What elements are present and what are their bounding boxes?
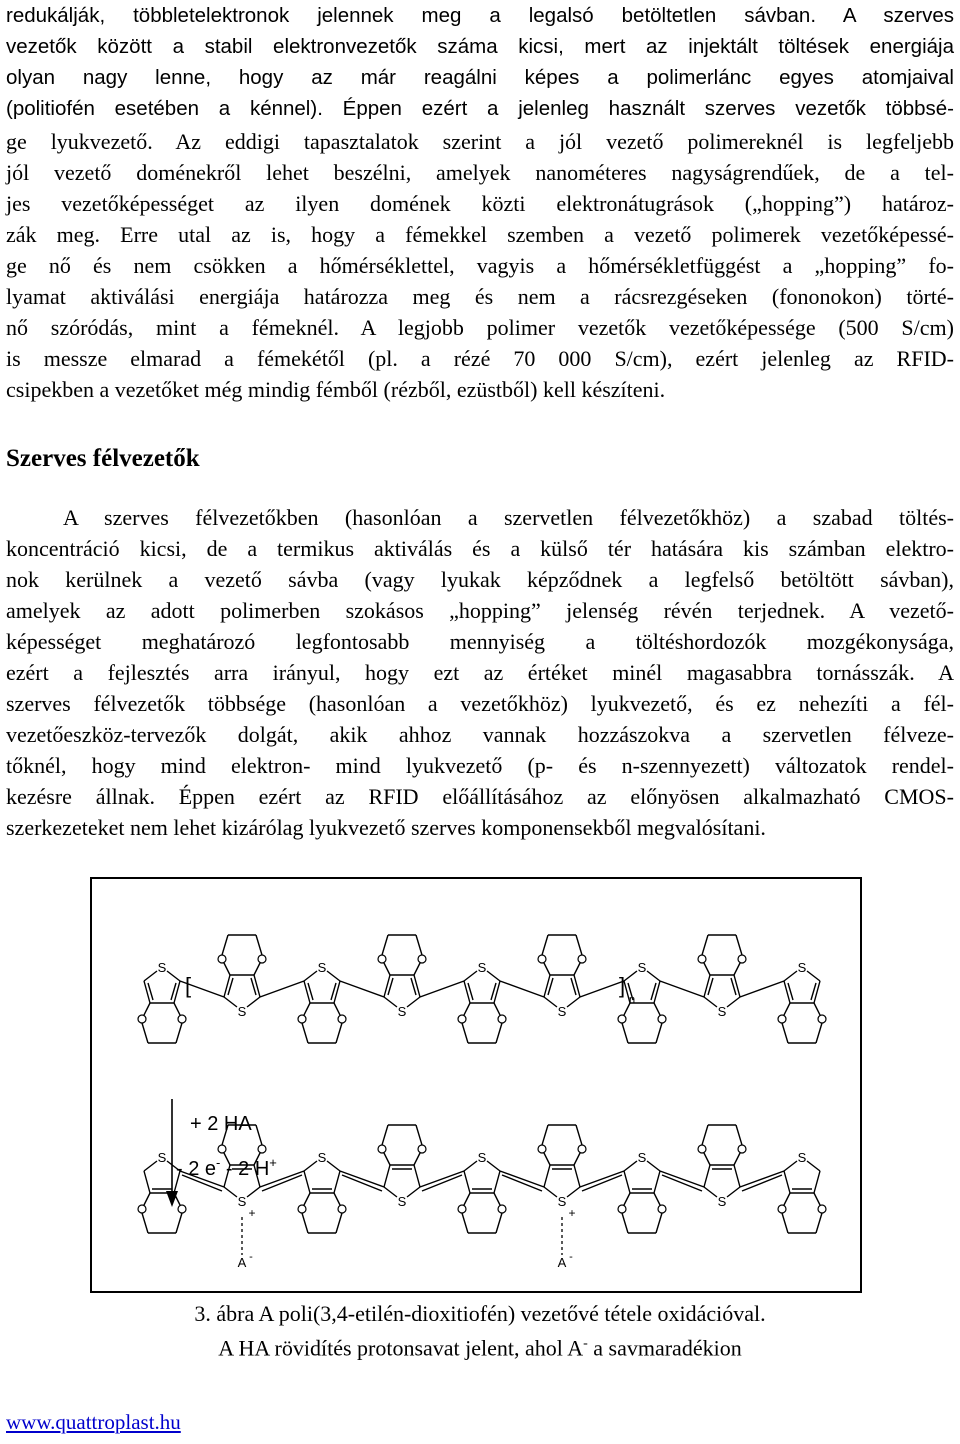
oxygen-atom (338, 1205, 346, 1213)
paragraph-intro (6, 0, 954, 124)
thiophene-bond (727, 997, 740, 1007)
dioxane-bond (622, 1023, 628, 1043)
oxygen-atom (418, 1145, 426, 1153)
dioxane-bond (782, 1023, 788, 1043)
thiophene-bond (807, 971, 820, 981)
inter-ring-bond (580, 1171, 624, 1187)
oxygen-atom (698, 955, 706, 963)
thiophene-bond (784, 971, 797, 981)
thiophene-bond (567, 1187, 580, 1197)
repeat-bracket-close: ] (618, 973, 626, 998)
counter-anion-label: A (557, 1255, 567, 1270)
sulfur-atom-label: S (237, 1004, 247, 1019)
text-line: olyan nagy lenne, hogy az már reagálni képes a polimerlánc egyes atomjaival (6, 66, 954, 89)
dioxane-bond (736, 1125, 742, 1145)
text-line: tőknél, hogy mind elektron- mind lyukvezető (p- és n-szennyezett) változatok rendel- (6, 753, 954, 778)
inter-ring-double-bond (662, 1175, 702, 1191)
sulfur-atom-label: S (637, 1150, 647, 1165)
oxygen-atom (498, 1205, 506, 1213)
sulfur-atom-label: S (477, 1150, 487, 1165)
thiophene-bond (464, 1171, 470, 1193)
oxygen-atom (818, 1015, 826, 1023)
inter-ring-bond (740, 1171, 784, 1187)
text-line: jes vezetőképességet az ilyen domének közti elektronátugrások („hopping”) határoz- (6, 191, 954, 216)
thiophene-bond (384, 997, 397, 1007)
text-line: szerves félvezetők többsége (hasonlóan a vezetőkhöz) lyukvezető, és ez nehezíti a fél- (6, 691, 954, 716)
text-line: kezésre állnak. Éppen ezért az RFID előállításához az előnyösen alkalmazható CMOS- (6, 784, 954, 809)
sulfur-atom-label: S (797, 960, 807, 975)
dioxane-bond (736, 935, 742, 955)
footer-website-link[interactable]: www.quattroplast.hu (6, 1410, 181, 1434)
sulfur-atom-label: S (397, 1004, 407, 1019)
oxygen-atom (258, 1145, 266, 1153)
thiophene-bond (384, 1187, 397, 1197)
inter-ring-bond (420, 981, 464, 997)
oxygen-atom (178, 1015, 186, 1023)
dioxane-bond (542, 935, 548, 955)
oxygen-atom (298, 1015, 306, 1023)
thiophene-bond (807, 1161, 820, 1171)
inter-ring-bond (340, 981, 384, 997)
thiophene-bond (567, 997, 580, 1007)
dioxane-bond (656, 1213, 662, 1233)
text-line: (politiofén esetében a kénnel). Éppen ezért a jelenleg használt szerves vezetők többsé- (6, 97, 954, 120)
dioxane-bond (302, 1213, 308, 1233)
thiophene-bond (304, 1161, 317, 1171)
oxygen-atom (578, 1145, 586, 1153)
inter-ring-bond (420, 1171, 464, 1187)
thiophene-bond (624, 1161, 637, 1171)
oxygen-atom (138, 1015, 146, 1023)
thiophene-bond (544, 997, 557, 1007)
positive-charge-label: + (248, 1206, 256, 1220)
oxygen-atom (578, 955, 586, 963)
paragraph-conductors (6, 126, 954, 405)
dioxane-bond (656, 1023, 662, 1043)
thiophene-bond (464, 971, 477, 981)
dioxane-bond (702, 935, 708, 955)
oxygen-atom (218, 1145, 226, 1153)
dioxane-bond (462, 1213, 468, 1233)
sulfur-atom-label: S (557, 1194, 567, 1209)
sulfur-atom-label: S (317, 960, 327, 975)
inter-ring-bond (580, 981, 624, 997)
dioxane-bond (542, 1125, 548, 1145)
thiophene-bond (464, 1161, 477, 1171)
text-line: ge nő és nem csökken a hőmérséklettel, vagyis a hőmérsékletfüggést a „hopping” fo- (6, 253, 954, 278)
dioxane-bond (622, 1213, 628, 1233)
oxygen-atom (418, 955, 426, 963)
oxygen-atom (218, 955, 226, 963)
dioxane-bond (702, 1125, 708, 1145)
sulfur-atom-label: S (717, 1194, 727, 1209)
sulfur-atom-label: S (557, 1004, 567, 1019)
oxygen-atom (298, 1205, 306, 1213)
thiophene-bond (334, 1171, 340, 1193)
text-line: nok kerülnek a vezető sávba (vagy lyukak képződnek a legfelső betöltött sávban), (6, 567, 954, 592)
inter-ring-bond (260, 981, 304, 997)
thiophene-bond (144, 1161, 157, 1171)
anion-charge-label: - (249, 1251, 253, 1263)
pedot-neutral-chain (138, 935, 826, 1043)
thiophene-bond (487, 1161, 500, 1171)
thiophene-bond (654, 1171, 660, 1193)
inter-ring-double-bond (502, 1175, 542, 1191)
dioxane-bond (462, 1023, 468, 1043)
thiophene-bond (727, 1187, 740, 1197)
reagent-label-top: + 2 HA (190, 1113, 252, 1135)
thiophene-bond (704, 1187, 717, 1197)
dioxane-bond (336, 1023, 342, 1043)
thiophene-bond (144, 971, 157, 981)
inter-ring-bond (740, 981, 784, 997)
dioxane-bond (382, 1125, 388, 1145)
dioxane-bond (142, 1023, 148, 1043)
figure-caption-line2: A HA rövidítés protonsavat jelent, ahol A- a savmaradékion (218, 1335, 742, 1361)
thiophene-bond (647, 1161, 660, 1171)
text-line: redukálják, többletelektronok jelennek meg a legalsó betöltetlen sávban. A szerves (6, 4, 954, 27)
text-line: csipekben a vezetőket még mindig fémből (rézből, ezüstből) kell készíteni. (6, 377, 666, 402)
thiophene-bond (784, 1161, 797, 1171)
oxygen-atom (378, 955, 386, 963)
inter-ring-bond (500, 1171, 544, 1187)
anion-charge-label: - (569, 1251, 573, 1263)
repeat-bracket-open: [ (184, 973, 192, 998)
sulfur-atom-label: S (317, 1150, 327, 1165)
dioxane-bond (576, 935, 582, 955)
oxygen-atom (778, 1205, 786, 1213)
dioxane-bond (382, 935, 388, 955)
dioxane-bond (496, 1213, 502, 1233)
thiophene-bond (704, 1165, 710, 1187)
oxygen-atom (618, 1015, 626, 1023)
text-line: jól vezető doménekről lehet beszélni, amelyek nanométeres nagyságrendűek, de a tel- (6, 160, 954, 185)
thiophene-bond (304, 1171, 310, 1193)
thiophene-bond (544, 1187, 557, 1197)
text-line: szerkezeteket nem lehet kizárólag lyukvezető szerves komponensekből megvalósítani. (6, 815, 766, 840)
thiophene-bond (784, 1171, 790, 1193)
inter-ring-bond (660, 981, 704, 997)
sulfur-atom-label: S (797, 1150, 807, 1165)
thiophene-bond (624, 971, 637, 981)
thiophene-bond (224, 997, 237, 1007)
text-line: vezetőeszköz-tervezők dolgát, akik ahhoz vannak hozzászokva a szervetlen félveze- (6, 722, 954, 747)
text-line: koncentráció kicsi, de a termikus aktiválás és a külső tér hatására kis számban elektro- (6, 536, 954, 561)
inter-ring-bond (660, 1171, 704, 1187)
thiophene-bond (494, 1171, 500, 1193)
dioxane-bond (256, 935, 262, 955)
dioxane-bond (416, 1125, 422, 1145)
thiophene-bond (624, 1171, 630, 1193)
thiophene-bond (247, 997, 260, 1007)
chemical-structure-diagram (92, 879, 860, 1291)
thiophene-bond (544, 1165, 550, 1187)
sulfur-atom-label: S (157, 960, 167, 975)
thiophene-bond (734, 1165, 740, 1187)
text-line: képességet meghatározó legfontosabb mennyiség a töltéshordozók mozgékonysága, (6, 629, 954, 654)
text-line: vezetők között a stabil elektronvezetők száma kicsi, mert az injektált töltések energiája (6, 35, 954, 58)
dioxane-bond (222, 935, 228, 955)
inter-ring-double-bond (742, 1175, 782, 1191)
sulfur-atom-label: S (717, 1004, 727, 1019)
sulfur-atom-label: S (157, 1150, 167, 1165)
text-line: A szerves félvezetőkben (hasonlóan a szervetlen félvezetőkhöz) a szabad töltés- (63, 505, 954, 530)
dioxane-bond (256, 1125, 262, 1145)
text-line: nő szóródás, mint a fémeknél. A legjobb polimer vezetők vezetőképessége (500 S/cm) (6, 315, 954, 340)
inter-ring-bond (500, 981, 544, 997)
oxygen-atom (458, 1015, 466, 1023)
text-line: lyamat aktiválási energiája határozza meg és nem a rácsrezgéseken (fononokon) törté- (6, 284, 954, 309)
repeat-subscript-n: n (628, 994, 636, 1006)
dioxane-bond (302, 1023, 308, 1043)
oxygen-atom (738, 955, 746, 963)
inter-ring-double-bond (582, 1175, 622, 1191)
oxygen-atom (138, 1205, 146, 1213)
section-heading: Szerves félvezetők (6, 445, 200, 472)
oxygen-atom (818, 1205, 826, 1213)
pedot-oxidized-chain (138, 1125, 826, 1270)
thiophene-bond (224, 1187, 237, 1197)
pedot-oxidation-figure (90, 877, 862, 1293)
oxygen-atom (778, 1015, 786, 1023)
dioxane-bond (176, 1023, 182, 1043)
dioxane-bond (816, 1023, 822, 1043)
dioxane-bond (816, 1213, 822, 1233)
oxygen-atom (618, 1205, 626, 1213)
reagent-label-bottom: - 2 e- - 2 H+ (176, 1155, 277, 1180)
thiophene-bond (407, 997, 420, 1007)
thiophene-bond (247, 1187, 260, 1197)
inter-ring-bond (340, 1171, 384, 1187)
paragraph-semiconductors (6, 502, 954, 843)
counter-anion-label: A (237, 1255, 247, 1270)
thiophene-bond (647, 971, 660, 981)
oxygen-atom (658, 1205, 666, 1213)
thiophene-bond (704, 997, 717, 1007)
oxygen-atom (338, 1015, 346, 1023)
reaction-arrow (166, 1099, 178, 1207)
oxygen-atom (178, 1205, 186, 1213)
oxygen-atom (698, 1145, 706, 1153)
thiophene-bond (574, 1165, 580, 1187)
dioxane-bond (416, 935, 422, 955)
thiophene-bond (144, 1171, 150, 1193)
oxygen-atom (498, 1015, 506, 1023)
oxygen-atom (538, 1145, 546, 1153)
dioxane-bond (336, 1213, 342, 1233)
dioxane-bond (496, 1023, 502, 1043)
thiophene-bond (814, 1171, 820, 1193)
text-line: ezért a fejlesztés arra irányul, hogy ezt az értéket minél magasabbra tornásszák. A (6, 660, 954, 685)
dioxane-bond (142, 1213, 148, 1233)
thiophene-bond (304, 971, 317, 981)
oxygen-atom (458, 1205, 466, 1213)
inter-ring-double-bond (342, 1175, 382, 1191)
oxygen-atom (538, 955, 546, 963)
inter-ring-double-bond (422, 1175, 462, 1191)
thiophene-bond (407, 1187, 420, 1197)
thiophene-bond (384, 1165, 390, 1187)
dioxane-bond (782, 1213, 788, 1233)
oxygen-atom (738, 1145, 746, 1153)
figure-caption-line1: 3. ábra A poli(3,4-etilén-dioxitiofén) vezetővé tétele oxidációval. (194, 1301, 766, 1326)
dioxane-bond (576, 1125, 582, 1145)
text-line: amelyek az adott polimerben szokásos „hopping” jelenség révén terjednek. A vezető- (6, 598, 954, 623)
oxygen-atom (378, 1145, 386, 1153)
sulfur-atom-label: S (397, 1194, 407, 1209)
dioxane-bond (176, 1213, 182, 1233)
sulfur-atom-label: S (477, 960, 487, 975)
thiophene-bond (414, 1165, 420, 1187)
oxygen-atom (258, 955, 266, 963)
thiophene-bond (327, 1161, 340, 1171)
thiophene-bond (327, 971, 340, 981)
thiophene-bond (487, 971, 500, 981)
sulfur-atom-label: S (237, 1194, 247, 1209)
text-line: is messze elmarad a fémekétől (pl. a rézé 70 000 S/cm), ezért jelenleg az RFID- (6, 346, 954, 371)
text-line: zák meg. Erre utal az is, hogy a fémekkel szemben a vezető polimerek vezetőképessé- (6, 222, 954, 247)
sulfur-atom-label: S (637, 960, 647, 975)
text-line: ge lyukvezető. Az eddigi tapasztalatok szerint a jól vezető polimereknél is legfeljebb (6, 129, 954, 154)
thiophene-bond (167, 971, 180, 981)
positive-charge-label: + (568, 1206, 576, 1220)
oxygen-atom (658, 1015, 666, 1023)
